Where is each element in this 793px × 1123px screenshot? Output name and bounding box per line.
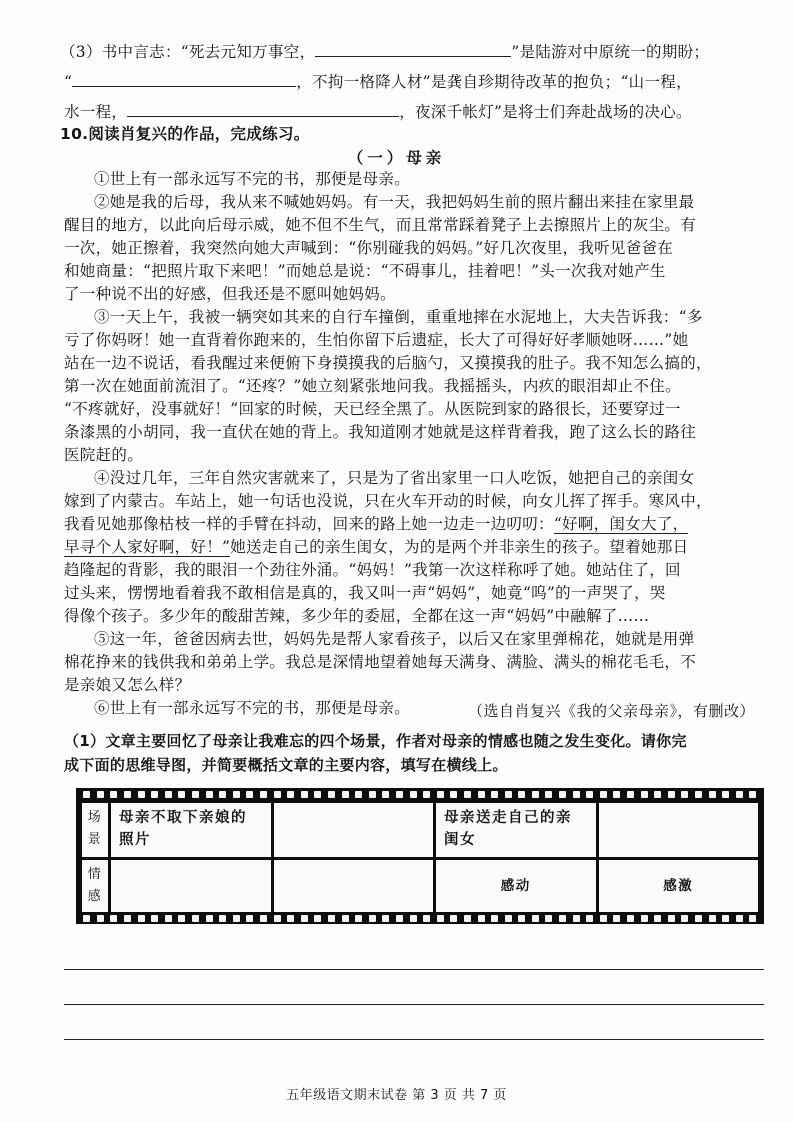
underlined-sentence: “好啊，闺女大了， [553, 515, 689, 533]
article-title: （一）母亲 [347, 148, 446, 167]
paragraph-5-line: 棉花挣来的钱供我和弟弟上学。我总是深情地望着她每天满身、满脸、满头的棉花毛毛，不 [64, 653, 697, 671]
paragraph-4-line [64, 536, 688, 558]
paragraph-3-line: 医院赶的。 [64, 446, 144, 464]
row-header-scene: 场景 [82, 803, 108, 857]
paragraph-3-line: 亏了你妈呀！她一直背着你跑来的，生怕你留下后遗症，长大了可得好好孝顺她呀……”她 [64, 331, 689, 349]
q9-text: （3）书中言志：“死去元知万事空， [60, 43, 316, 61]
q9-line-1 [60, 40, 709, 63]
paragraph-4-text: 我看见她那像枯枝一样的手臂在抖动，回来的路上她一边走一边叨叨： [64, 515, 554, 533]
paragraph-4-line: 趋隆起的背影，我的眼泪一个劲往外涌。“妈妈！”我第一次这样称呼了她。她站住了，回 [64, 561, 681, 579]
paragraph-3-line: 站在一边不说话，看我醒过来便俯下身摸摸我的后脑勺，又摸摸我的肚子。我不知怎么搞的， [64, 354, 712, 372]
emotion-cell-3: 感动 [436, 860, 596, 912]
paragraph-4-line: 过头来，愣愣地看着我不敢相信是真的，我又叫一声“妈妈”，她竟“呜”的一声哭了，哭 [64, 584, 666, 602]
paragraph-3-line: ③一天上午，我被一辆突如其来的自行车撞倒，重重地摔在水泥地上，大夫告诉我：“多 [94, 308, 703, 326]
scene-cell-3: 母亲送走自己的亲闺女 [436, 803, 596, 857]
sub-question-1-line: （1）文章主要回忆了母亲让我难忘的四个场景，作者对母亲的情感也随之发生变化。请你完 [64, 732, 687, 750]
q9-line-2 [64, 70, 692, 93]
row-header-emotion: 情感 [82, 860, 108, 912]
q9-text: ，夜深千帐灯”是将士们奔赴战场的决心。 [399, 103, 692, 121]
paragraph-4-text: 她送走自己的亲生闺女，为的是两个并非亲生的孩子。望着她那日 [230, 538, 689, 556]
paragraph-1: ①世上有一部永远写不完的书，那便是母亲。 [94, 170, 411, 188]
q9-text: “ [64, 73, 73, 91]
answer-blank[interactable] [127, 100, 399, 117]
paragraph-2-line: 一次，她正擦着，我突然向她大声喊到：“你别碰我的妈妈。”好几次夜里，我听见爸爸在 [64, 239, 674, 257]
paragraph-4-line: 嫁到了内蒙古。车站上，她一句话也没说，只在火车开动的时候，向女儿挥了挥手。寒风中， [64, 492, 712, 510]
scene-cell-2[interactable] [274, 803, 434, 857]
paragraph-2-line: 和她商量：“把照片取下来吧！”而她总是说：“不碍事儿，挂着吧！”头一次我对她产生 [64, 262, 666, 280]
film-sprocket-holes [76, 788, 764, 800]
q10-heading: 10.阅读肖复兴的作品，完成练习。 [60, 125, 310, 143]
q9-line-3 [64, 100, 692, 123]
answer-line[interactable] [64, 1004, 764, 1005]
q9-text: 水一程， [64, 103, 128, 121]
emotion-cell-4: 感激 [599, 860, 759, 912]
paragraph-4-line [64, 513, 688, 535]
paragraph-2-line: 醒目的地方，以此向后母示威，她不但不生气，而且常常踩着凳子上去擦照片上的灰尘。有 [64, 216, 697, 234]
emotion-cell-2[interactable] [274, 860, 434, 912]
answer-blank[interactable] [315, 40, 511, 57]
paragraph-5-line: ⑤这一年，爸爸因病去世，妈妈先是帮人家看孩子，以后又在家里弹棉花，她就是用弹 [94, 630, 695, 648]
answer-line[interactable] [64, 969, 764, 970]
film-strip-mind-map [76, 788, 764, 924]
paragraph-3-line: 条漆黑的小胡同，我一直伏在她的背上。我知道刚才她就是这样背着我，跑了这么长的路往 [64, 423, 697, 441]
paragraph-5-line: 是亲娘又怎么样？ [64, 676, 191, 694]
answer-blank[interactable] [72, 70, 296, 87]
paragraph-2-line: ②她是我的后母，我从来不喊她妈妈。有一天，我把妈妈生前的照片翻出来挂在家里最 [94, 193, 695, 211]
underlined-sentence: 早寻个人家好啊，好！” [64, 538, 231, 556]
paragraph-4-line: 得像个孩子。多少年的酸甜苦辣，多少年的委屈，全都在这一声“妈妈”中融解了…… [64, 607, 650, 625]
paragraph-3-line: 第一次在她面前流泪了。“还疼？”她立刻紧张地问我。我摇摇头，内疚的眼泪却止不住。 [64, 377, 681, 395]
q9-text: ”是陆游对中原统一的期盼； [511, 43, 710, 61]
source-citation: （选自肖复兴《我的父亲母亲》，有删改） [467, 702, 755, 720]
answer-line[interactable] [64, 1039, 764, 1040]
scene-cell-4[interactable] [599, 803, 759, 857]
paragraph-6: ⑥世上有一部永远写不完的书，那便是母亲。 [94, 699, 411, 717]
paragraph-2-line: 了一种说不出的好感，但我还是不愿叫她妈妈。 [64, 285, 396, 303]
page-footer: 五年级语文期末试卷 第 3 页 共 7 页 [286, 1088, 507, 1103]
paragraph-3-line: “不疼就好，没事就好！”回家的时候，天已经全黑了。从医院到家的路很长，还要穿过一 [64, 400, 681, 418]
paragraph-4-line: ④没过几年，三年自然灾害就来了，只是为了省出家里一口人吃饭，她把自己的亲闺女 [94, 469, 695, 487]
mind-map-table [79, 800, 761, 915]
film-sprocket-holes [76, 912, 764, 924]
emotion-row [82, 860, 758, 912]
scene-cell-1: 母亲不取下亲娘的照片 [111, 803, 271, 857]
scene-row [82, 803, 758, 857]
q9-text: ，不拘一格降人材”是龚自珍期待改革的抱负；“山一程， [296, 73, 692, 91]
emotion-cell-1[interactable] [111, 860, 271, 912]
sub-question-1-line: 成下面的思维导图，并简要概括文章的主要内容，填写在横线上。 [64, 756, 508, 774]
